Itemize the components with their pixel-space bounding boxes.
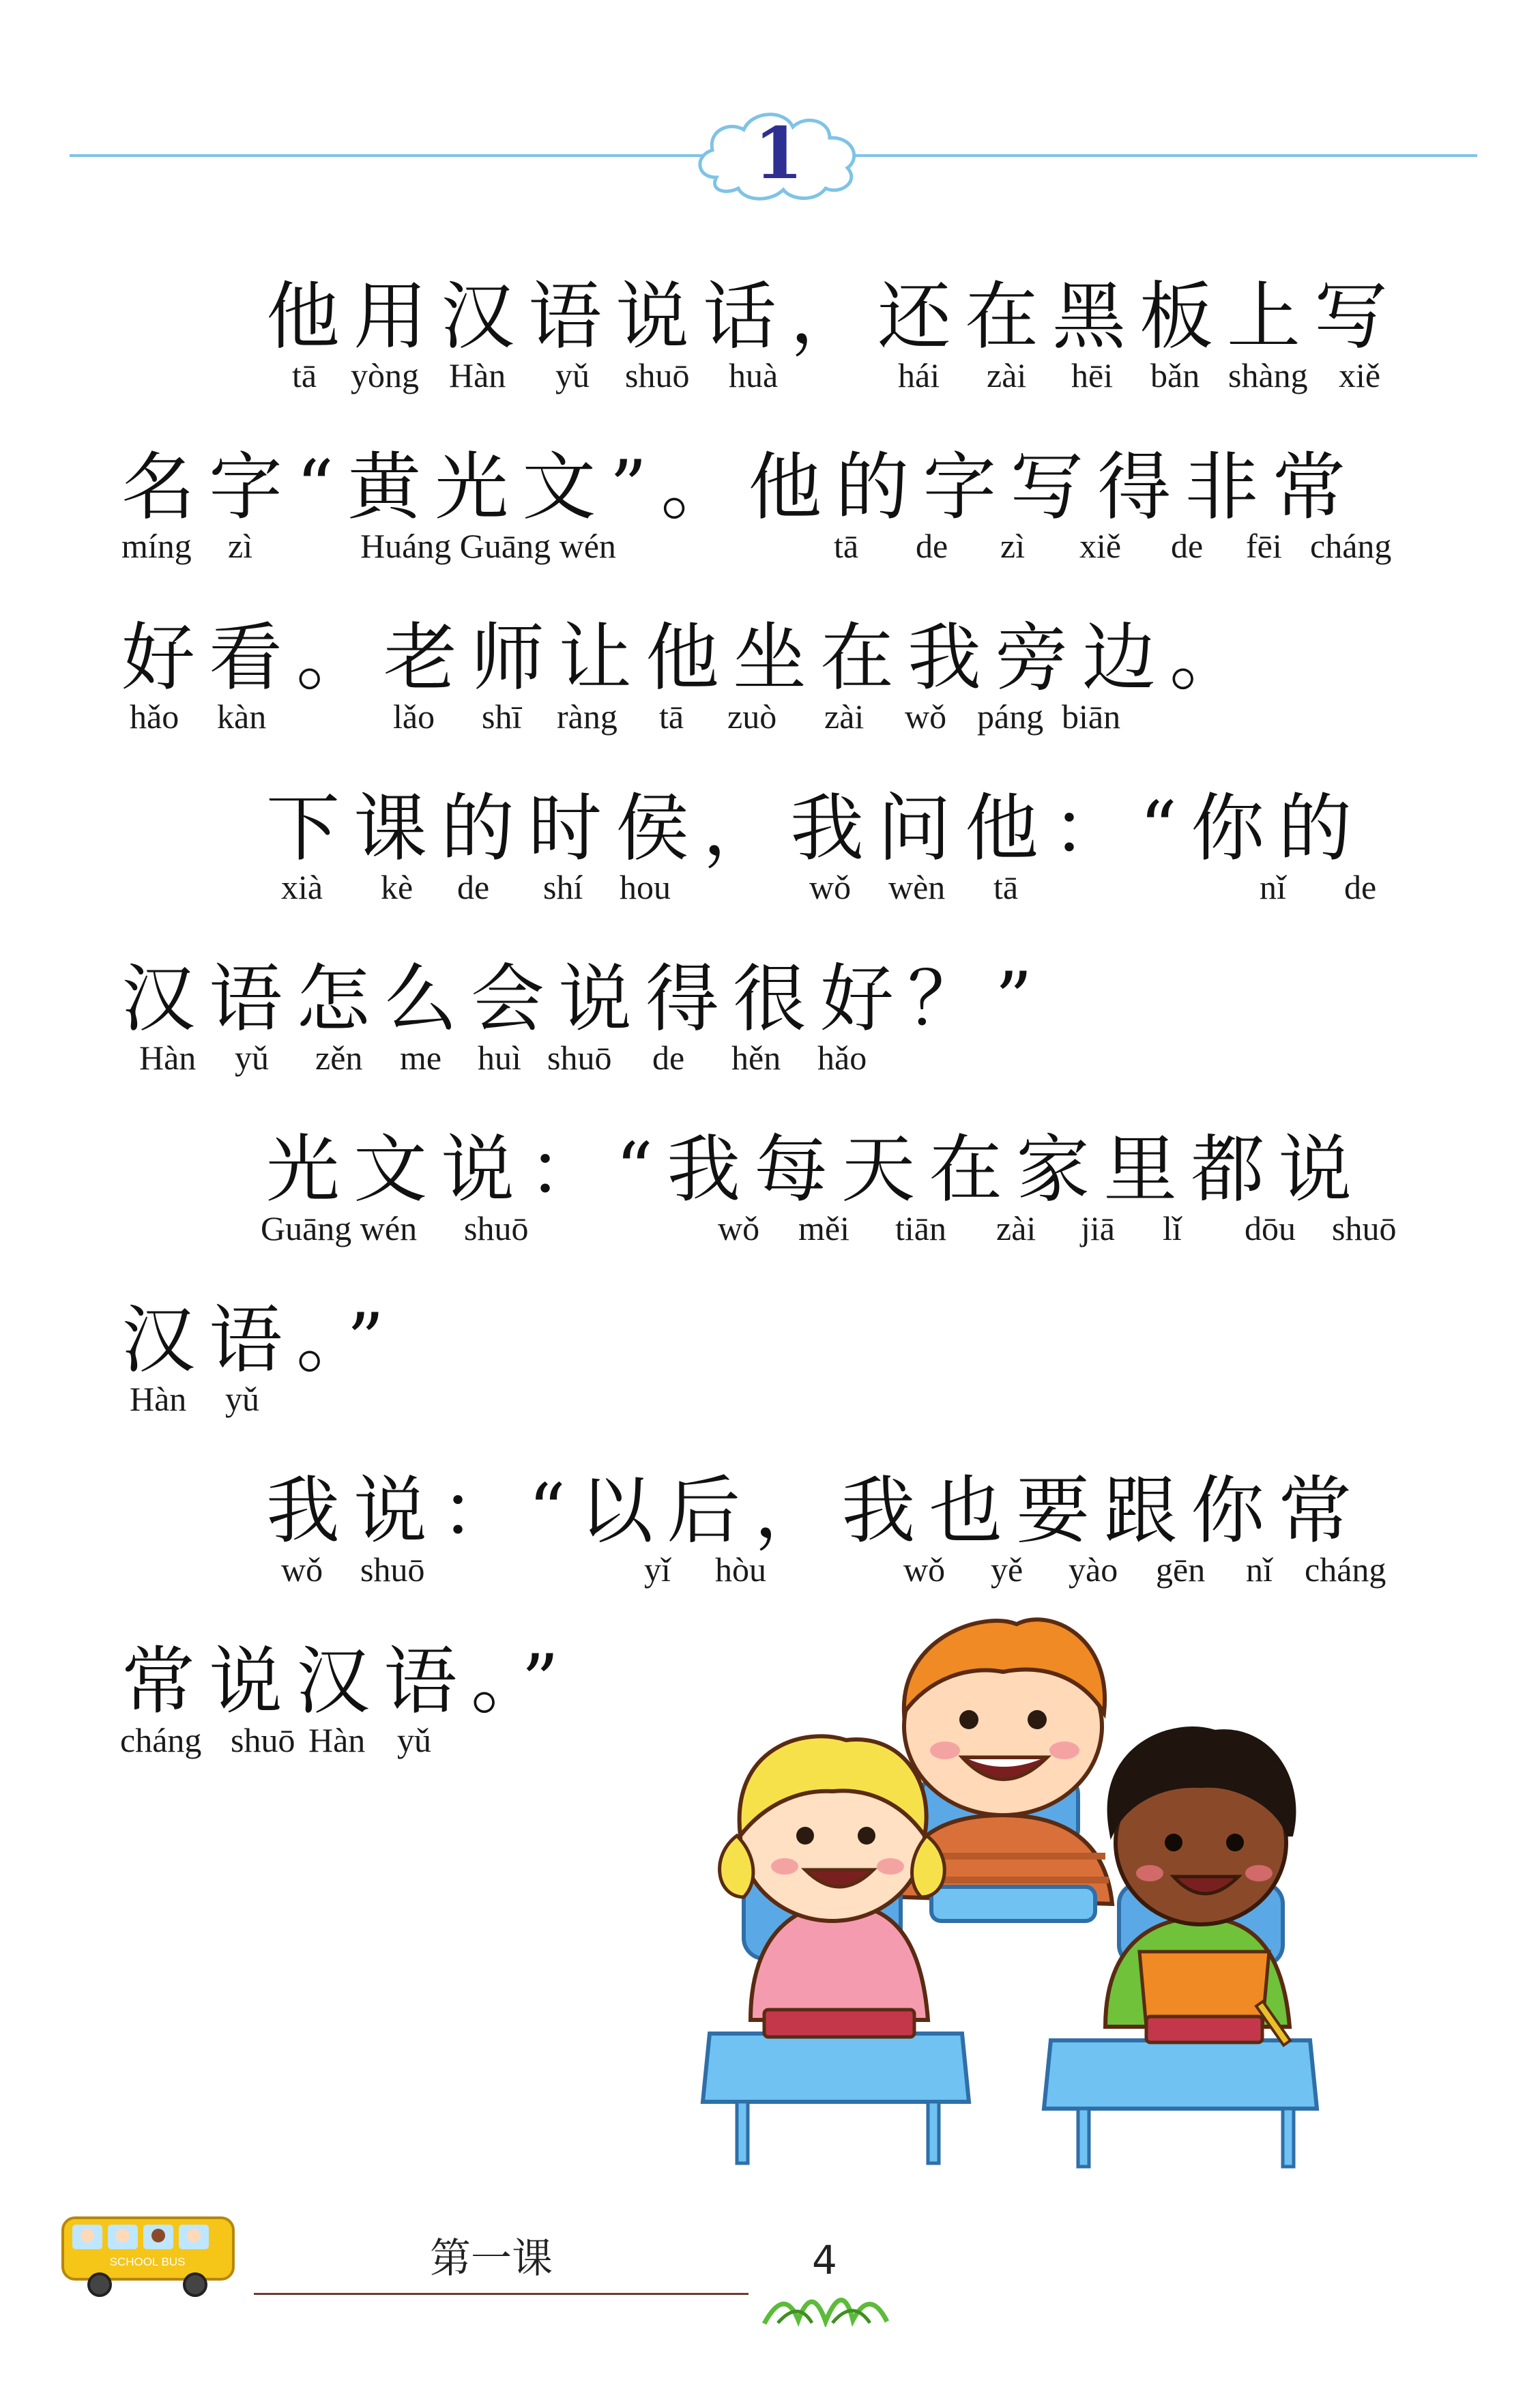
pinyin: tiān (895, 1209, 946, 1247)
pinyin: wǒ (809, 868, 852, 906)
pinyin: huà (729, 356, 779, 394)
pinyin: Huáng Guāng wén (360, 527, 616, 565)
header-rule-left (70, 154, 704, 157)
pinyin: xiě (1079, 527, 1122, 565)
pinyin: lǐ (1163, 1209, 1182, 1247)
lesson-number-cloud (689, 102, 868, 203)
header-rule-right (853, 154, 1477, 157)
pinyin: huì (478, 1039, 521, 1077)
pinyin: shàng (1228, 356, 1308, 394)
pinyin: hòu (715, 1550, 766, 1589)
pinyin: hǎo (130, 697, 179, 736)
pinyin: shí (543, 868, 583, 906)
pinyin: tā (659, 697, 684, 736)
pinyin: zài (824, 697, 865, 736)
hanzi-line: 下课的时侯，我问他：“你的 (266, 786, 1366, 871)
hanzi-line: 汉语。” (121, 1298, 398, 1383)
pinyin: wǒ (905, 697, 947, 736)
hanzi-line: 常说汉语。” (121, 1639, 573, 1724)
pinyin: yě (991, 1550, 1023, 1589)
pinyin: zuò (727, 697, 777, 736)
pinyin: de (1171, 527, 1204, 565)
pinyin: cháng (120, 1721, 202, 1759)
pinyin: bǎn (1150, 356, 1200, 394)
pinyin: yǔ (397, 1721, 431, 1759)
pinyin: tā (834, 527, 859, 565)
pinyin: shuō (547, 1039, 612, 1077)
pinyin: wǒ (281, 1550, 323, 1589)
pinyin: nǐ (1260, 868, 1286, 906)
pinyin: Hàn (139, 1039, 197, 1077)
children-at-desks-illustration (696, 1610, 1351, 2170)
pinyin: xiě (1339, 356, 1381, 394)
pinyin: shuō (360, 1550, 425, 1589)
grass-icon (757, 2279, 894, 2327)
pinyin: de (1344, 868, 1377, 906)
pinyin: zài (996, 1209, 1036, 1247)
pinyin: Hàn (449, 356, 506, 394)
hanzi-line: 光文说：“我每天在家里都说 (266, 1127, 1366, 1213)
pinyin: cháng (1305, 1550, 1386, 1589)
pinyin: ràng (557, 697, 618, 736)
pinyin: yòng (351, 356, 419, 394)
school-bus-icon (59, 2211, 243, 2300)
footer-rule (254, 2293, 749, 2295)
pinyin: shuō (231, 1721, 295, 1759)
pinyin: kè (381, 868, 413, 906)
pinyin: de (457, 868, 490, 906)
pinyin: xià (281, 868, 323, 906)
lesson-number: 1 (753, 111, 804, 195)
pinyin: Hàn (130, 1380, 187, 1418)
pinyin: me (400, 1039, 442, 1077)
pinyin: dōu (1245, 1209, 1296, 1247)
pinyin: hǎo (817, 1039, 867, 1077)
pinyin: de (652, 1039, 685, 1077)
pinyin: yǔ (225, 1380, 259, 1418)
pinyin: hou (620, 868, 671, 906)
pinyin: wǒ (718, 1209, 760, 1247)
pinyin: Hàn (308, 1721, 366, 1759)
pinyin: zì (1000, 527, 1026, 565)
pinyin: wèn (888, 868, 946, 906)
pinyin: Guāng wén (261, 1209, 418, 1247)
pinyin: lǎo (393, 697, 435, 736)
pinyin: yǔ (555, 356, 590, 394)
pinyin: yào (1069, 1550, 1118, 1589)
hanzi-line: 名字“黄光文”。他的字写得非常 (121, 445, 1360, 530)
pinyin: shī (482, 697, 522, 736)
pinyin: jiā (1081, 1209, 1115, 1247)
hanzi-line: 我说：“以后，我也要跟你常 (266, 1469, 1366, 1554)
pinyin: páng (977, 697, 1044, 736)
pinyin: biān (1062, 697, 1121, 736)
hanzi-line: 汉语怎么会说得很好？” (121, 957, 1047, 1042)
pinyin: de (916, 527, 948, 565)
pinyin: wǒ (903, 1550, 946, 1589)
pinyin: hēi (1071, 356, 1114, 394)
pinyin: gēn (1156, 1550, 1206, 1589)
pinyin: yǔ (235, 1039, 269, 1077)
hanzi-line: 他用汉语说话，还在黑板上写 (266, 274, 1402, 360)
pinyin: nǐ (1246, 1550, 1273, 1589)
pinyin: shuō (625, 356, 690, 394)
pinyin: kàn (217, 697, 267, 736)
hanzi-line: 好看。老师让他坐在我旁边。 (121, 616, 1258, 701)
pinyin: fēi (1246, 527, 1282, 565)
pinyin: shuō (464, 1209, 529, 1247)
pinyin: hěn (731, 1039, 781, 1077)
pinyin: měi (798, 1209, 849, 1247)
pinyin: tā (292, 356, 317, 394)
bus-sign: SCHOOL BUS (109, 2255, 186, 2268)
pinyin: shuō (1332, 1209, 1397, 1247)
pinyin: zài (987, 356, 1027, 394)
pinyin: míng (121, 527, 192, 565)
pinyin: tā (993, 868, 1019, 906)
lesson-title: 第一课 (430, 2235, 553, 2283)
pinyin: zěn (315, 1039, 363, 1077)
pinyin: cháng (1310, 527, 1392, 565)
pinyin: yǐ (644, 1550, 671, 1589)
pinyin: hái (898, 356, 940, 394)
pinyin: zì (228, 527, 253, 565)
page-number: 4 (812, 2237, 837, 2283)
